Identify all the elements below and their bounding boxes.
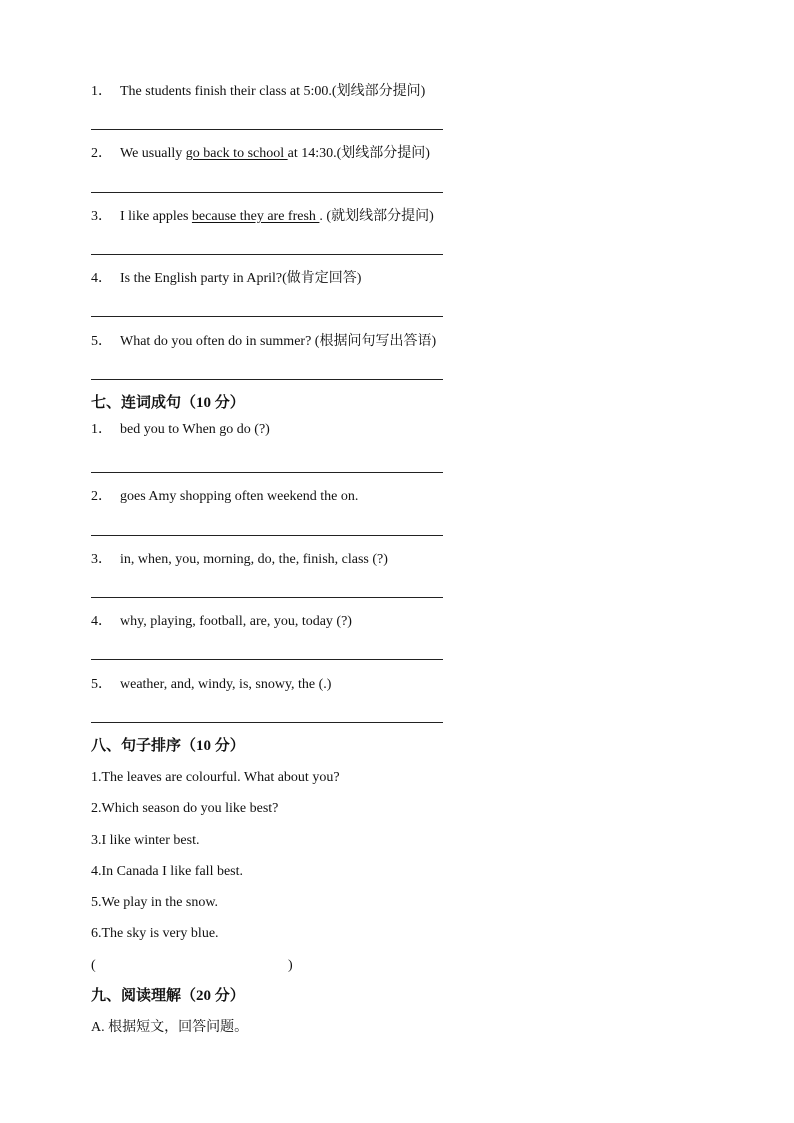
answer-line[interactable] (91, 472, 443, 473)
section-8-title: 八、句子排序（10 分） (91, 738, 245, 754)
answer-line[interactable] (91, 379, 443, 380)
question-number: 4． (91, 614, 112, 629)
question-text: bed you to When go do (?) (120, 422, 270, 437)
answer-line[interactable] (91, 129, 443, 130)
sentence-6: 6.The sky is very blue. (91, 926, 219, 941)
sentence-2: 2.Which season do you like best? (91, 801, 279, 816)
question-6-1 (91, 83, 425, 101)
sentence-5: 5.We play in the snow. (91, 895, 219, 910)
question-number: 1． (91, 422, 112, 437)
question-number: 2． (91, 489, 112, 504)
question-number: 5． (91, 334, 112, 349)
question-number: 4． (91, 271, 112, 286)
underlined-phrase: because they are fresh (191, 209, 320, 224)
section-9-title: 九、阅读理解（20 分） (91, 988, 245, 1004)
answer-line[interactable] (91, 659, 443, 660)
question-text: Is the English party in April?(做肯定回答) (120, 271, 362, 286)
question-text: What do you often do in summer? (根据问句写出答语) (120, 334, 437, 349)
question-6-2 (91, 145, 430, 163)
question-6-3 (91, 208, 434, 226)
answer-line[interactable] (91, 254, 443, 255)
question-text: goes Amy shopping often weekend the on. (120, 489, 359, 504)
question-number: 1． (91, 84, 112, 99)
question-6-4 (91, 270, 361, 288)
sentence-1: 1.The leaves are colourful. What about you? (91, 770, 340, 785)
section-7-title: 七、连词成句（10 分） (91, 395, 245, 411)
sentence-3: 3.I like winter best. (91, 833, 200, 848)
answer-line[interactable] (91, 722, 443, 723)
underlined-phrase: go back to school (185, 146, 288, 161)
question-text: in, when, you, morning, do, the, finish, class (?) (120, 552, 388, 567)
question-7-1 (91, 421, 270, 439)
question-number: 3． (91, 552, 112, 567)
question-7-2 (91, 488, 358, 506)
order-answer-close-paren: ) (288, 958, 293, 973)
order-answer-open-paren: ( (91, 958, 96, 973)
answer-line[interactable] (91, 535, 443, 536)
question-text: weather, and, windy, is, snowy, the (.) (120, 677, 332, 692)
question-text-post: at 14:30.(划线部分提问) (287, 146, 430, 161)
question-number: 2． (91, 146, 112, 161)
question-7-4 (91, 613, 352, 631)
question-text-post: . (就划线部分提问) (319, 209, 434, 224)
answer-line[interactable] (91, 192, 443, 193)
question-number: 5． (91, 677, 112, 692)
answer-line[interactable] (91, 597, 443, 598)
question-text-pre: We usually (120, 146, 186, 161)
question-text: The students finish their class at 5:00.(划线部分提问) (120, 84, 426, 99)
question-7-5 (91, 676, 331, 694)
question-7-3 (91, 551, 388, 569)
question-text: why, playing, football, are, you, today (?) (120, 614, 352, 629)
question-number: 3． (91, 209, 112, 224)
question-6-5 (91, 333, 436, 351)
sentence-4: 4.In Canada I like fall best. (91, 864, 244, 879)
part-a-instruction: A. 根据短文，回答问题。 (91, 1020, 249, 1035)
answer-line[interactable] (91, 316, 443, 317)
question-text-pre: I like apples (120, 209, 192, 224)
